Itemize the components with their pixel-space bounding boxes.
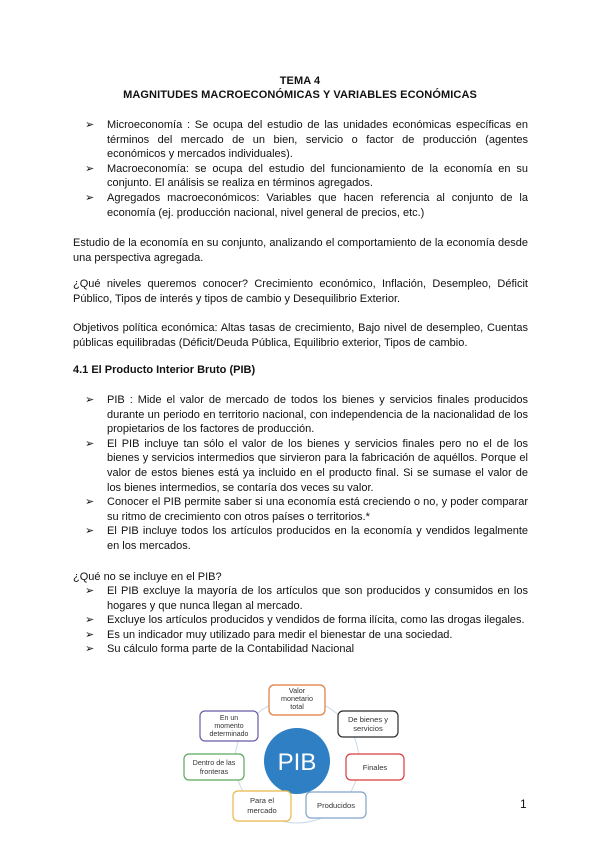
arrow-bullet-icon: ➢ bbox=[85, 524, 95, 538]
list-item: ➢ Agregados macroeconómicos: Variables que hacen referencia al conjunto de la economía (ej. producción nacional, nivel general de precios, etc.) bbox=[85, 190, 528, 219]
pib-bullet-list bbox=[85, 393, 528, 554]
arrow-bullet-icon: ➢ bbox=[85, 642, 95, 656]
svg-text:De bienes y: De bienes y bbox=[347, 715, 389, 724]
doc-title-main: MAGNITUDES MACROECONÓMICAS Y VARIABLES ECONÓMICAS bbox=[123, 89, 477, 101]
node-fronteras bbox=[184, 754, 244, 780]
list-item: ➢ PIB : Mide el valor de mercado de todos los bienes y servicios finales producidos durante un periodo en territorio nacional, con independencia de la nacionalidad de los propietarios de los factores de producción. bbox=[85, 393, 528, 436]
node-bienes-servicios bbox=[338, 711, 398, 737]
list-item: ➢ El PIB excluye la mayoría de los artículos que son producidos y consumidos en los hogares y que nunca llegan al mercado. bbox=[85, 584, 528, 612]
arrow-bullet-icon: ➢ bbox=[85, 584, 95, 597]
list-item: ➢ El PIB incluye tan sólo el valor de los bienes y servicios finales pero no el de los bienes y servicios intermedios que sirvieron para la fabricación de aquéllos. Porque el valor de estos bienes está ya incluido en el producto final. Si se sumase el valor de los bienes intermedios, se contaría dos veces su valor. bbox=[85, 436, 528, 494]
section-heading: 4.1 El Producto Interior Bruto (PIB) bbox=[73, 364, 256, 376]
question-line: ¿Qué no se incluye en el PIB? bbox=[73, 571, 222, 583]
svg-text:Producidos: Producidos bbox=[317, 801, 355, 810]
node-producidos bbox=[306, 792, 366, 818]
svg-text:determinado: determinado bbox=[209, 731, 249, 738]
page-number: 1 bbox=[520, 797, 527, 811]
arrow-bullet-icon: ➢ bbox=[85, 436, 95, 450]
svg-text:fronteras: fronteras bbox=[199, 767, 229, 776]
list-item: ➢ Excluye los artículos producidos y vendidos de forma ilícita, como las drogas ilegales. bbox=[85, 613, 525, 627]
list-item: ➢ Su cálculo forma parte de la Contabilidad Nacional bbox=[85, 642, 355, 656]
arrow-bullet-icon: ➢ bbox=[85, 190, 95, 204]
svg-text:total: total bbox=[290, 702, 304, 711]
list-item: ➢ Macroeconomía: se ocupa del estudio del funcionamiento de la economía en su conjunto. El análisis se realiza en términos agregados. bbox=[85, 161, 528, 190]
svg-text:momento: momento bbox=[214, 723, 244, 730]
doc-title-topic: TEMA 4 bbox=[279, 75, 321, 87]
svg-text:Dentro de las: Dentro de las bbox=[192, 758, 236, 767]
svg-text:mercado: mercado bbox=[247, 806, 277, 815]
svg-text:Para el: Para el bbox=[249, 796, 275, 805]
paragraph-levels: ¿Qué niveles queremos conocer? Crecimiento económico, Inflación, Desempleo, Déficit Público, Tipos de interés y tipos de cambio y Desequilibrio Exterior. bbox=[73, 278, 528, 305]
arrow-bullet-icon: ➢ bbox=[85, 613, 95, 627]
pib-cycle-diagram bbox=[180, 682, 410, 842]
node-momento bbox=[200, 711, 258, 741]
svg-text:En un: En un bbox=[219, 715, 239, 722]
svg-text:Valor: Valor bbox=[288, 686, 306, 695]
list-item: ➢ Microeconomía : Se ocupa del estudio de las unidades económicas específicas en términos del mercado de un bien, servicio o factor de producción (agentes económicos y mercados individuales). bbox=[85, 118, 528, 161]
list-item: ➢ El PIB incluye todos los artículos producidos en la economía y vendidos legalmente en los mercados. bbox=[85, 524, 528, 552]
pib-center-label: PIB bbox=[277, 749, 317, 776]
svg-text:servicios: servicios bbox=[353, 724, 383, 733]
list-item: ➢ Conocer el PIB permite saber si una economía está creciendo o no, y poder comparar su ritmo de crecimiento con otros países o territorios.* bbox=[85, 495, 528, 523]
svg-text:Finales: Finales bbox=[362, 763, 388, 772]
node-finales bbox=[346, 754, 404, 780]
paragraph-study: Estudio de la economía en su conjunto, analizando el comportamiento de la economía desde una perspectiva agregada. bbox=[73, 237, 528, 264]
node-para-mercado bbox=[233, 791, 291, 821]
arrow-bullet-icon: ➢ bbox=[85, 118, 95, 131]
arrow-bullet-icon: ➢ bbox=[85, 627, 95, 641]
excluded-bullet-list bbox=[85, 584, 528, 657]
arrow-bullet-icon: ➢ bbox=[85, 161, 95, 175]
svg-text:monetario: monetario bbox=[281, 694, 313, 703]
arrow-bullet-icon: ➢ bbox=[85, 393, 95, 406]
node-valor-monetario bbox=[269, 685, 325, 715]
arrow-bullet-icon: ➢ bbox=[85, 495, 95, 509]
intro-bullet-list bbox=[85, 118, 528, 220]
list-item: ➢ Es un indicador muy utilizado para medir el bienestar de una sociedad. bbox=[85, 627, 453, 641]
paragraph-objectives: Objetivos política económica: Altas tasas de crecimiento, Bajo nivel de desempleo, Cuentas públicas equilibradas (Déficit/Deuda Pública, Equilibrio exterior, Tipos de cambio. bbox=[73, 322, 528, 349]
